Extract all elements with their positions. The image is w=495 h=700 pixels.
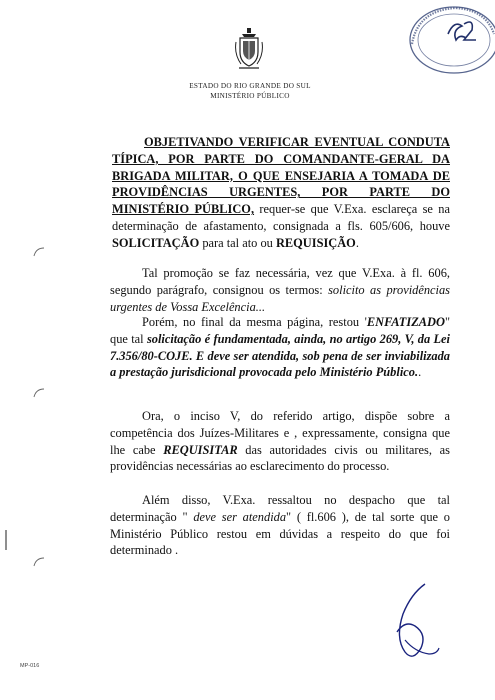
header-state-name: ESTADO DO RIO GRANDE DO SUL [189,82,311,90]
paragraph-text: " ( fl.606 ), de tal sorte que o Ministério Público restou em dúvidas a respeito do que foi determinado . [110,509,450,558]
paragraph-text: para tal ato ou [199,235,276,250]
bold-term: SOLICITAÇÃO [112,235,200,250]
quoted-text: solicito as providências urgentes de Vossa Excelência... [110,282,450,314]
form-code: MP-016 [20,663,40,669]
quoted-text: solicitação é fundamentada, ainda, no artigo 269, V, da Lei 7.356/80-COJE. E deve ser atendida, sob pena de ser inviabilizada a prestação jurisdicional provocada pelo Ministério Público. [110,331,450,380]
margin-line-icon [2,530,10,550]
paragraph-text: . [355,235,359,250]
paragraph-request [112,134,450,252]
signature-icon [385,580,445,670]
paragraph-doubt [110,492,450,559]
paragraph-text: Tal promoção se faz necessária, vez que V.Exa. à fl. 606, segundo parágrafo, consignou os termos: [110,266,450,297]
emphasized-term: REQUISITAR [163,442,238,457]
paragraph-text: requer-se que V.Exa. esclareça se na determinação de afastamento, consignada a fls. 605/606, houve [112,202,451,233]
paragraph-text: das autoridades civis ou militares, as providências necessárias ao esclarecimento do processo. [110,442,450,474]
paragraph-text: Ora, o inciso V, do referido artigo, dispõe sobre a competência dos Juízes-Militares e , expressamente, consigna que lhe cabe [110,409,450,457]
margin-bracket-icon [30,246,46,258]
quoted-text: deve ser atendida [193,509,287,524]
paragraph-competence [110,408,450,475]
paragraph-text: . [418,365,422,380]
margin-bracket-icon [30,387,46,399]
request-heading: OBJETIVANDO VERIFICAR EVENTUAL CONDUTA TÍPICA, POR PARTE DO COMANDANTE-GERAL DA BRIGADA MILITAR, O QUE ENSEJARIA A TOMADA DE PROVIDÊNCIAS URGENTES, POR PARTE DO MINISTÉRIO PÚBLICO, [112,135,450,217]
paragraph-text: " que tal [110,315,450,346]
state-coat-of-arms-icon [234,28,264,72]
paragraph-justification [110,265,450,315]
paragraph-text: Porém, no final da mesma página, restou ' [142,315,367,329]
stamp-icon [396,4,495,80]
header-institution-name: MINISTÉRIO PÚBLICO [210,92,290,100]
emphasized-term: ENFATIZADO [366,315,445,329]
margin-bracket-icon [30,556,46,568]
paragraph-emphasis [110,314,450,381]
paragraph-text: Além disso, V.Exa. ressaltou no despacho que tal determinação " [110,493,450,524]
bold-term: REQUISIÇÃO [275,235,356,250]
